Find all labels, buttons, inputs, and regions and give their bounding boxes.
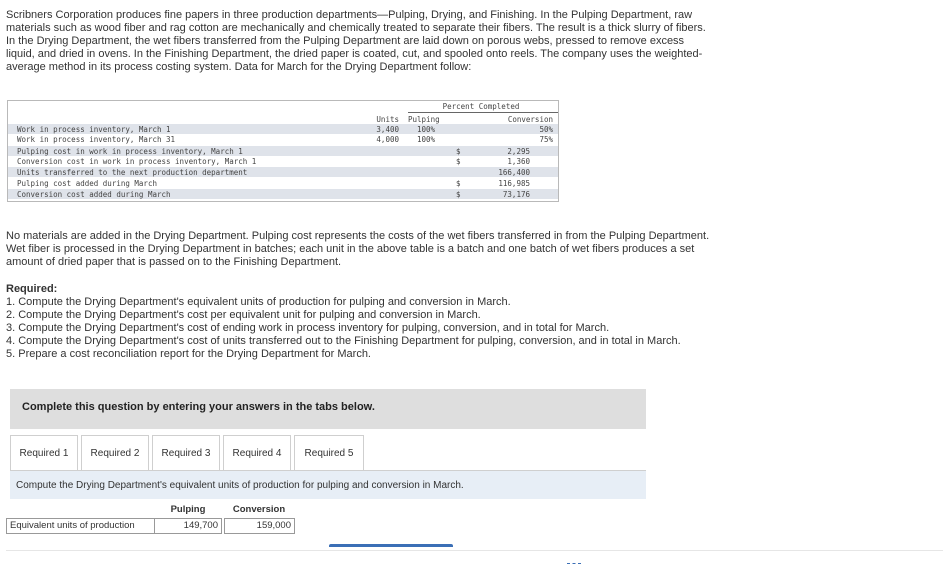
tab-panel-header (10, 470, 646, 499)
table-row (8, 124, 558, 134)
table-row (8, 146, 558, 156)
data-table (7, 100, 559, 202)
column-header-row (8, 114, 558, 124)
row-label: Conversion cost in work in process inventory, March 1 (17, 157, 257, 166)
required-section (6, 283, 716, 361)
table-row (8, 156, 558, 166)
conversion-col-header: Conversion (507, 115, 553, 124)
cost-amount: 2,295 (507, 147, 530, 156)
required-heading: Required: (6, 283, 58, 295)
required-item: 1. Compute the Drying Department's equivalent units of production for pulping and conversion in March. (6, 296, 511, 308)
problem-intro: Scribners Corporation produces fine papers in three production departments—Pulping, Drying, and Finishing. In the Pulping Department, raw materials such as wood fiber and rag cotton are mechanically and chemically treated to separate their fibers. The result is a thick slurry of fibers. In the Drying Department, the wet fibers transferred from the Pulping Department are laid down on porous webs, pressed to remove excess liquid, and dried in ovens. In the Finishing Department, the dried paper is coated, cut, and spooled onto reels. The company uses the weighted-average method in its process costing system. Data for March for the Drying Department follow: (6, 9, 706, 73)
tab-required-4[interactable]: Required 4 (223, 435, 291, 471)
divider (6, 550, 943, 551)
pulping-percent: 100% (416, 125, 436, 134)
materials-note: No materials are added in the Drying Department. Pulping cost represents the costs of the wet fibers transferred in from the Pulping Department. Wet fiber is processed in the Drying Department in batches; each unit in the above table is a batch and one batch of wet fibers produces a set amount of dried paper that is passed on to the Finishing Department. (6, 230, 710, 268)
table-row (8, 189, 558, 199)
units-value: 4,000 (376, 135, 399, 144)
pulping-col-header: Pulping (408, 115, 440, 124)
tab-prompt: Compute the Drying Department's equivalent units of production for pulping and conversion in March. (16, 480, 464, 491)
conversion-percent: 50% (539, 125, 553, 134)
cost-amount: 116,985 (498, 179, 530, 188)
cost-amount: 166,400 (498, 168, 530, 177)
conversion-equivalent-units-input[interactable]: 159,000 (224, 518, 295, 534)
row-label: Pulping cost added during March (17, 179, 157, 188)
tab-required-3[interactable]: Required 3 (152, 435, 220, 471)
dollar-sign: $ (456, 147, 461, 156)
pulping-equivalent-units-input[interactable]: 149,700 (154, 518, 222, 534)
required-item: 2. Compute the Drying Department's cost per equivalent unit for pulping and conversion in March. (6, 309, 481, 321)
row-label: Work in process inventory, March 31 (17, 135, 176, 144)
required-item: 5. Prepare a cost reconciliation report for the Drying Department for March. (6, 348, 371, 360)
table-row (8, 134, 558, 144)
next-button-edge[interactable] (329, 544, 453, 547)
pulping-percent: 100% (416, 135, 436, 144)
tab-required-2[interactable]: Required 2 (81, 435, 149, 471)
conversion-percent: 75% (539, 135, 553, 144)
units-col-header: Units (376, 115, 399, 124)
instruction-banner (10, 389, 646, 429)
required-item: 4. Compute the Drying Department's cost of units transferred out to the Finishing Department for pulping, conversion, and in total in March. (6, 335, 681, 347)
conversion-col-header: Conversion (224, 503, 294, 517)
row-label: Units transferred to the next production department (17, 168, 248, 177)
header-rule (408, 112, 558, 113)
dollar-sign: $ (456, 190, 461, 199)
table-row (8, 167, 558, 177)
equivalent-units-label: Equivalent units of production (6, 518, 155, 534)
dollar-sign: $ (456, 179, 461, 188)
units-value: 3,400 (376, 125, 399, 134)
cost-amount: 1,360 (507, 157, 530, 166)
tab-required-5[interactable]: Required 5 (294, 435, 364, 471)
pulping-col-header: Pulping (155, 503, 221, 517)
row-label: Work in process inventory, March 1 (17, 125, 171, 134)
percent-completed-header: Percent Completed (442, 102, 520, 111)
dollar-sign: $ (456, 157, 461, 166)
instruction-text: Complete this question by entering your answers in the tabs below. (22, 401, 375, 413)
cost-amount: 73,176 (502, 190, 530, 199)
required-item: 3. Compute the Drying Department's cost of ending work in process inventory for pulping, conversion, and in total for March. (6, 322, 610, 334)
table-row (8, 178, 558, 188)
tab-required-1[interactable]: Required 1 (10, 435, 78, 471)
row-label: Pulping cost in work in process inventory, March 1 (17, 147, 243, 156)
scroll-indicator (567, 563, 581, 567)
row-label: Conversion cost added during March (17, 190, 171, 199)
